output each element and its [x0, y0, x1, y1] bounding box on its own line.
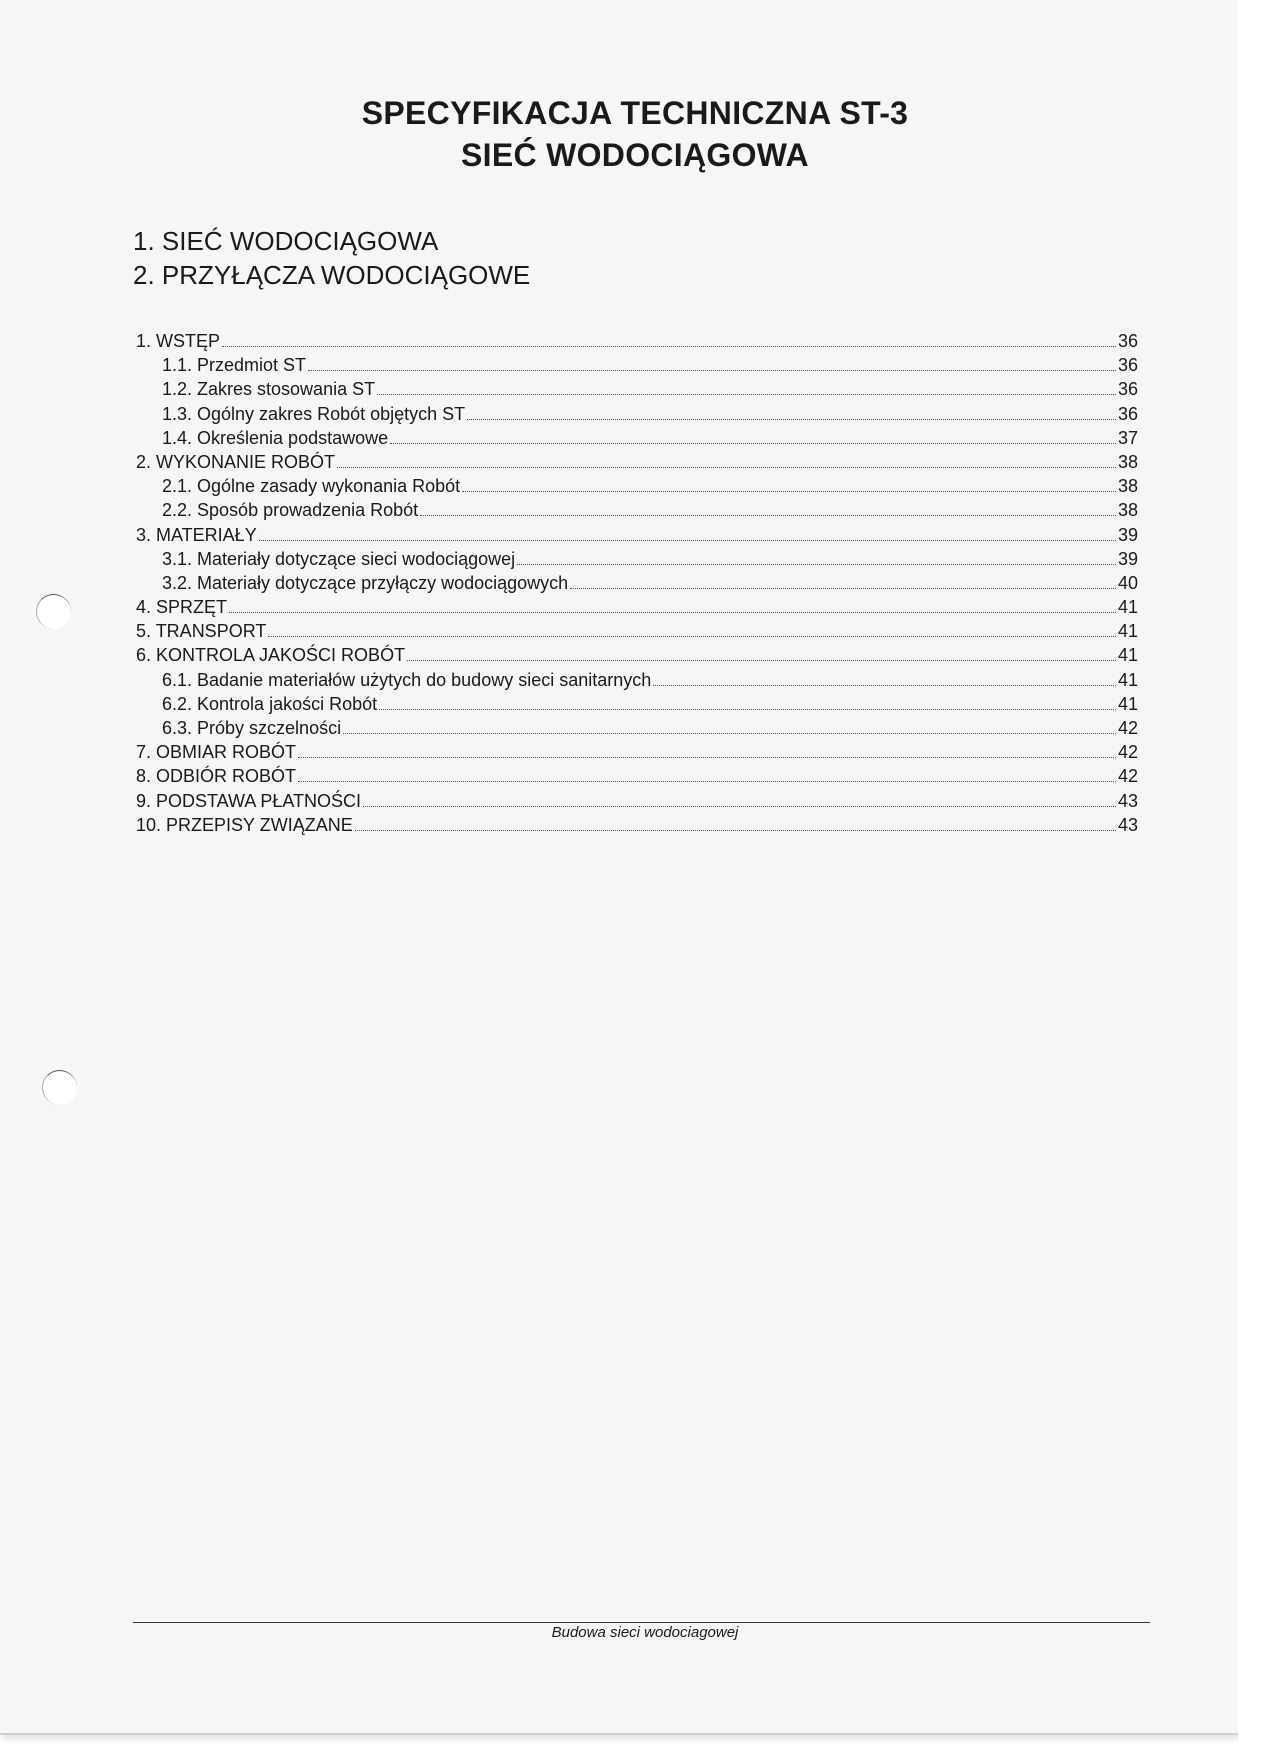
- punch-hole-icon: [36, 594, 71, 629]
- toc-entry: [136, 426, 1138, 450]
- toc-dot-leader: [355, 830, 1116, 831]
- toc-entry-page: 43: [1117, 790, 1138, 811]
- toc-dot-leader: [222, 346, 1116, 347]
- toc-entry-page: 40: [1117, 572, 1138, 593]
- footer-text: Budowa sieci wodociagowej: [551, 1624, 739, 1641]
- toc-entry: [136, 764, 1138, 788]
- toc-dot-leader: [420, 515, 1116, 516]
- toc-entry-label: 3. MATERIAŁY: [136, 524, 257, 545]
- toc-entry-label: 2. WYKONANIE ROBÓT: [136, 451, 336, 472]
- toc-entry: [136, 547, 1138, 571]
- part-item: 2. PRZYŁĄCZA WODOCIĄGOWE: [133, 260, 531, 290]
- toc-entry: [136, 740, 1138, 764]
- toc-entry: [136, 619, 1138, 643]
- toc-dot-leader: [379, 709, 1116, 710]
- toc-entry: [136, 353, 1138, 377]
- toc-entry-label: 6.2. Kontrola jakości Robót: [162, 693, 378, 714]
- toc-entry-page: 36: [1117, 379, 1138, 400]
- toc-entry-label: 1.4. Określenia podstawowe: [162, 427, 389, 448]
- toc-entry-page: 41: [1117, 669, 1138, 690]
- toc-entry-page: 43: [1117, 814, 1138, 835]
- toc-dot-leader: [517, 564, 1116, 565]
- toc-dot-leader: [467, 419, 1116, 420]
- toc-entry-page: 42: [1117, 742, 1138, 763]
- toc-entry-label: 9. PODSTAWA PŁATNOŚCI: [136, 790, 362, 811]
- toc-dot-leader: [337, 467, 1116, 468]
- footer-rule: [133, 1622, 1150, 1623]
- toc-entry-label: 6. KONTROLA JAKOŚCI ROBÓT: [136, 645, 406, 666]
- punch-hole-icon: [42, 1070, 77, 1105]
- toc-entry: [136, 329, 1138, 353]
- toc-dot-leader: [308, 370, 1116, 371]
- page-edge-background: [1238, 0, 1275, 1755]
- toc-entry-page: 38: [1117, 500, 1138, 521]
- toc-entry-page: 41: [1117, 693, 1138, 714]
- toc-entry: [136, 377, 1138, 401]
- toc-entry-label: 1. WSTĘP: [136, 331, 221, 351]
- toc-entry: [136, 474, 1138, 498]
- toc-dot-leader: [363, 806, 1116, 807]
- toc-dot-leader: [390, 443, 1116, 444]
- toc-entry: [136, 402, 1138, 426]
- document-title: [0, 92, 1270, 176]
- toc-entry-label: 5. TRANSPORT: [136, 621, 267, 642]
- toc-entry-label: 2.1. Ogólne zasady wykonania Robót: [162, 476, 461, 497]
- toc-entry-page: 42: [1117, 766, 1138, 787]
- toc-entry-label: 7. OBMIAR ROBÓT: [136, 742, 297, 763]
- toc-entry-label: 1.2. Zakres stosowania ST: [162, 379, 376, 400]
- parts-list: [133, 224, 530, 292]
- toc-dot-leader: [377, 394, 1116, 395]
- toc-dot-leader: [407, 660, 1116, 661]
- toc-entry-label: 10. PRZEPISY ZWIĄZANE: [136, 814, 353, 835]
- toc-entry-label: 1.3. Ogólny zakres Robót objętych ST: [162, 403, 466, 424]
- toc-entry: [136, 643, 1138, 667]
- toc-entry-page: 38: [1117, 451, 1138, 472]
- toc-dot-leader: [268, 636, 1116, 637]
- toc-entry-page: 36: [1117, 331, 1138, 351]
- toc-entry: [136, 450, 1138, 474]
- toc-dot-leader: [298, 757, 1116, 758]
- toc-entry: [136, 523, 1138, 547]
- toc-entry: [136, 716, 1138, 740]
- toc-entry-page: 37: [1117, 427, 1138, 448]
- toc-dot-leader: [298, 781, 1116, 782]
- toc-entry-page: 41: [1117, 645, 1138, 666]
- toc-entry-label: 6.1. Badanie materiałów użytych do budowy sieci sanitarnych: [162, 669, 652, 690]
- toc-entry: [136, 668, 1138, 692]
- toc-entry: [136, 571, 1138, 595]
- toc-entry-page: 38: [1117, 476, 1138, 497]
- toc-entry-page: 36: [1117, 403, 1138, 424]
- toc-dot-leader: [343, 733, 1116, 734]
- toc-dot-leader: [229, 612, 1116, 613]
- title-line-1: SPECYFIKACJA TECHNICZNA ST-3: [361, 95, 909, 131]
- toc-entry: [136, 692, 1138, 716]
- table-of-contents: [136, 329, 1138, 837]
- toc-entry-label: 1.1. Przedmiot ST: [162, 355, 307, 376]
- toc-dot-leader: [570, 588, 1116, 589]
- toc-entry-label: 4. SPRZĘT: [136, 597, 228, 618]
- toc-entry-page: 39: [1117, 548, 1138, 569]
- toc-entry-page: 41: [1117, 597, 1138, 618]
- part-item: 1. SIEĆ WODOCIĄGOWA: [133, 226, 439, 256]
- toc-entry-label: 3.1. Materiały dotyczące sieci wodociągowej: [162, 548, 516, 569]
- toc-entry-label: 8. ODBIÓR ROBÓT: [136, 766, 297, 787]
- toc-entry: [136, 498, 1138, 522]
- toc-dot-leader: [259, 540, 1116, 541]
- toc-dot-leader: [462, 491, 1116, 492]
- toc-entry: [136, 789, 1138, 813]
- toc-entry-label: 6.3. Próby szczelności: [162, 718, 342, 738]
- toc-entry: [136, 813, 1138, 837]
- toc-entry: [136, 595, 1138, 619]
- title-line-2: SIEĆ WODOCIĄGOWA: [461, 137, 809, 173]
- toc-entry-page: 41: [1117, 621, 1138, 642]
- toc-entry-label: 3.2. Materiały dotyczące przyłączy wodociągowych: [162, 572, 569, 593]
- toc-entry-page: 39: [1117, 524, 1138, 545]
- toc-entry-label: 2.2. Sposób prowadzenia Robót: [162, 500, 419, 521]
- toc-entry-page: 42: [1117, 718, 1138, 738]
- toc-dot-leader: [653, 685, 1116, 686]
- toc-entry-page: 36: [1117, 355, 1138, 376]
